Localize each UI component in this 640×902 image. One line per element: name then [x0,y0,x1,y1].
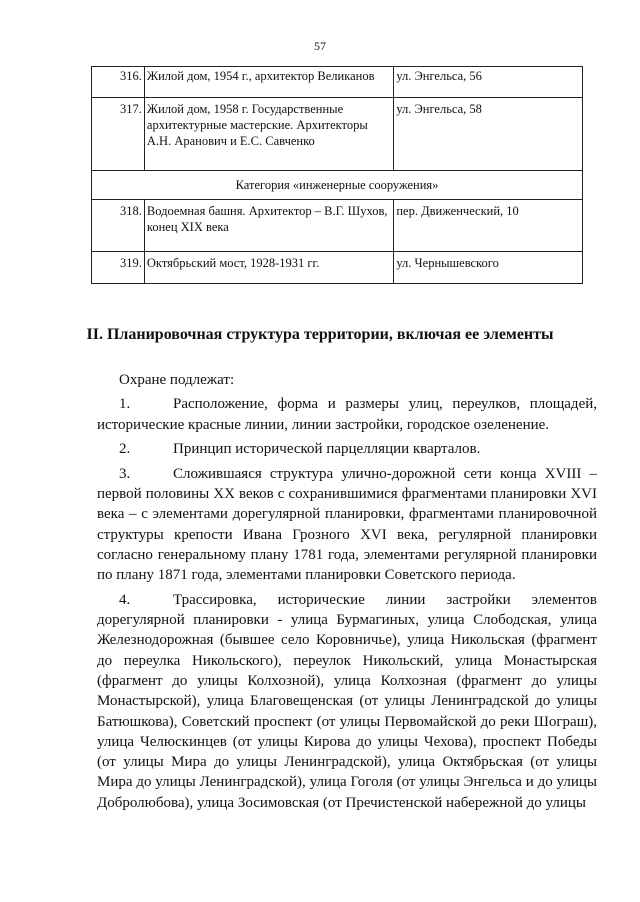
row-number: 316. [92,67,145,98]
object-name: Жилой дом, 1958 г. Государственные архитектурные мастерские. Архитекторы А.Н. Аранович и Е.С. Савченко [144,98,393,171]
list-item [97,464,597,586]
section-title: II. Планировочная структура территории, включая ее элементы [86,326,554,343]
item-number: 1. [119,396,131,413]
object-name: Жилой дом, 1954 г., архитектор Великанов [144,67,393,98]
intro-paragraph: Охране подлежат: [119,372,235,388]
item-text: Сложившаяся структура улично-дорожной сети конца XVIII – первой половины XX веков с сохранившимися фрагментами планировки XVI века – с элементами дорегулярной планировки, фрагментами планировочной структуры крепости Ивана Грозного XVI века, регулярной планировки согласно генеральному плану 1781 года, элементами регулярной планировки по плану 1871 года, элементами планировки Советского периода. [97,465,597,584]
item-text: Принцип исторической парцелляции кварталов. [173,441,481,458]
object-address: ул. Энгельса, 56 [394,67,583,98]
table-row [92,67,583,98]
category-row [92,171,583,200]
list-item [97,439,597,459]
item-text: Трассировка, исторические линии застройки элементов дорегулярной планировки - улица Бурмагиных, улица Слободская, улица Железнодорожная (бывшее село Коровничье), улица Никольская (фрагмент до переулка Никольского), переулок Никольский, улица Монастырская (фрагмент до улицы Колхозной), улица Колхозная (фрагмент до улицы Монастырской), улица Благовещенская (от улицы Ленинградской до улицы Батюшкова), Советский проспект (от улицы Первомайской до реки Шограш), улица Челюскинцев (от улицы Кирова до улицы Чехова), проспект Победы (от улицы Мира до улицы Ленинградской), улица Октябрьская (от улицы Мира до улицы Ленинградской), улица Гоголя (от улицы Энгельса и до улицы Добролюбова), улица Зосимовская (от Пречистенской набережной до улицы [97,591,597,811]
row-number: 318. [92,200,145,252]
page-number: 57 [314,39,326,53]
item-number: 3. [119,465,131,482]
object-address: пер. Движенческий, 10 [394,200,583,252]
object-address: ул. Энгельса, 58 [394,98,583,171]
object-name: Водоемная башня. Архитектор – В.Г. Шухов, конец XIX века [144,200,393,252]
item-number: 2. [119,441,131,458]
heritage-objects-table [91,66,583,284]
item-text: Расположение, форма и размеры улиц, переулков, площадей, исторические красные линии, линии застройки, городское озеленение. [97,396,597,433]
table-row [92,200,583,252]
table-row [92,98,583,171]
section-body [97,370,597,817]
list-item [97,394,597,435]
category-label: Категория «инженерные сооружения» [92,171,583,200]
list-item [97,590,597,813]
row-number: 317. [92,98,145,171]
row-number: 319. [92,252,145,284]
item-number: 4. [119,591,131,608]
object-name: Октябрьский мост, 1928-1931 гг. [144,252,393,284]
table-row [92,252,583,284]
object-address: ул. Чернышевского [394,252,583,284]
